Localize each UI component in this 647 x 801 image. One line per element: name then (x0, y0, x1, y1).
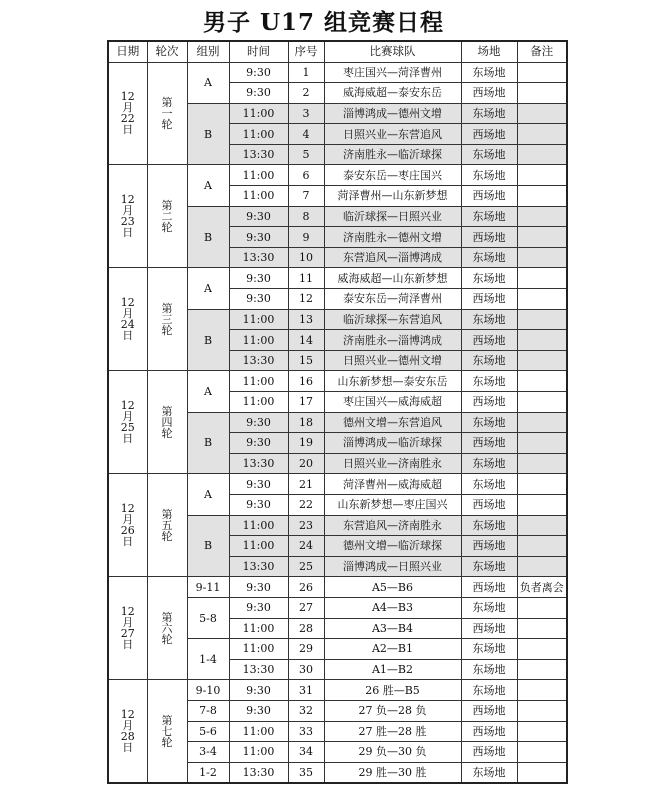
time-cell: 11:00 (229, 515, 288, 536)
match-number-cell: 14 (288, 330, 324, 351)
match-number-cell: 35 (288, 762, 324, 783)
note-cell (517, 680, 567, 701)
teams-cell: 德州文增—东营追风 (324, 412, 461, 433)
note-cell (517, 268, 567, 289)
group-cell: 9-10 (187, 680, 229, 701)
teams-cell: A2—B1 (324, 639, 461, 660)
time-cell: 9:30 (229, 412, 288, 433)
teams-cell: 临沂球探—日照兴业 (324, 206, 461, 227)
venue-cell: 东场地 (461, 268, 517, 289)
note-cell (517, 556, 567, 577)
venue-cell: 东场地 (461, 762, 517, 783)
note-cell (517, 494, 567, 515)
time-cell: 13:30 (229, 144, 288, 165)
group-cell: 5-6 (187, 721, 229, 742)
note-cell (517, 742, 567, 763)
group-cell: 1-2 (187, 762, 229, 783)
venue-cell: 西场地 (461, 618, 517, 639)
time-cell: 11:00 (229, 618, 288, 639)
venue-cell: 东场地 (461, 206, 517, 227)
venue-cell: 西场地 (461, 227, 517, 248)
teams-cell: A1—B2 (324, 659, 461, 680)
round-part: 第 (161, 507, 173, 521)
teams-cell: 29 负—30 负 (324, 742, 461, 763)
time-cell: 11:00 (229, 309, 288, 330)
header-round: 轮次 (147, 41, 187, 62)
group-cell: B (187, 206, 229, 268)
match-number-cell: 20 (288, 453, 324, 474)
teams-cell: 26 胜—B5 (324, 680, 461, 701)
time-cell: 9:30 (229, 474, 288, 495)
time-cell: 9:30 (229, 680, 288, 701)
match-number-cell: 4 (288, 124, 324, 145)
date-part: 12 (120, 296, 135, 310)
venue-cell: 东场地 (461, 350, 517, 371)
time-cell: 11:00 (229, 371, 288, 392)
time-cell: 9:30 (229, 597, 288, 618)
venue-cell: 西场地 (461, 700, 517, 721)
note-cell (517, 453, 567, 474)
schedule-table (107, 40, 568, 784)
time-cell: 11:00 (229, 639, 288, 660)
time-cell: 11:00 (229, 330, 288, 351)
teams-cell: 东营追风—淄博鸿成 (324, 247, 461, 268)
time-cell: 13:30 (229, 247, 288, 268)
match-number-cell: 25 (288, 556, 324, 577)
teams-cell: 菏泽曹州—山东新梦想 (324, 186, 461, 207)
time-cell: 9:30 (229, 62, 288, 83)
group-cell: 1-4 (187, 639, 229, 680)
date-part: 月 (122, 410, 134, 424)
venue-cell: 东场地 (461, 165, 517, 186)
match-number-cell: 30 (288, 659, 324, 680)
teams-cell: 威海威超—山东新梦想 (324, 268, 461, 289)
group-cell: A (187, 165, 229, 206)
teams-cell: A5—B6 (324, 577, 461, 598)
note-cell (517, 186, 567, 207)
date-part: 日 (122, 432, 134, 446)
note-cell (517, 536, 567, 557)
note-cell (517, 433, 567, 454)
date-part: 日 (122, 741, 134, 755)
teams-cell: 日照兴业—德州文增 (324, 350, 461, 371)
teams-cell: 日照兴业—济南胜永 (324, 453, 461, 474)
teams-cell: 菏泽曹州—威海威超 (324, 474, 461, 495)
date-cell (108, 268, 147, 371)
group-cell: 3-4 (187, 742, 229, 763)
date-part: 12 (120, 193, 135, 207)
match-number-cell: 2 (288, 83, 324, 104)
round-part: 第 (161, 95, 173, 109)
teams-cell: 山东新梦想—泰安东岳 (324, 371, 461, 392)
venue-cell: 西场地 (461, 494, 517, 515)
round-part: 二 (161, 209, 173, 223)
date-part: 月 (122, 719, 134, 733)
note-cell (517, 62, 567, 83)
venue-cell: 东场地 (461, 639, 517, 660)
group-cell: A (187, 62, 229, 103)
venue-cell: 东场地 (461, 62, 517, 83)
match-row (108, 474, 567, 495)
date-part: 日 (122, 329, 134, 343)
venue-cell: 西场地 (461, 433, 517, 454)
group-cell: B (187, 515, 229, 577)
match-number-cell: 11 (288, 268, 324, 289)
match-number-cell: 9 (288, 227, 324, 248)
teams-cell: 临沂球探—东营追风 (324, 309, 461, 330)
round-part: 轮 (161, 632, 173, 646)
header-row (108, 41, 567, 62)
note-cell (517, 597, 567, 618)
page-title: 男子 U17 组竞赛日程 (202, 9, 445, 36)
teams-cell: 济南胜永—临沂球探 (324, 144, 461, 165)
match-number-cell: 7 (288, 186, 324, 207)
venue-cell: 东场地 (461, 659, 517, 680)
date-part: 25 (120, 421, 135, 435)
date-part: 日 (122, 638, 134, 652)
note-cell (517, 515, 567, 536)
time-cell: 11:00 (229, 124, 288, 145)
header-time: 时间 (229, 41, 288, 62)
venue-cell: 东场地 (461, 144, 517, 165)
time-cell: 9:30 (229, 577, 288, 598)
match-row (108, 680, 567, 701)
round-part: 四 (161, 415, 173, 429)
teams-cell: 威海威超—泰安东岳 (324, 83, 461, 104)
round-part: 五 (161, 518, 173, 532)
venue-cell: 东场地 (461, 103, 517, 124)
round-cell (147, 268, 187, 371)
match-row (108, 371, 567, 392)
round-cell (147, 577, 187, 680)
teams-cell: A3—B4 (324, 618, 461, 639)
time-cell: 9:30 (229, 83, 288, 104)
round-part: 第 (161, 198, 173, 212)
round-part: 六 (161, 621, 173, 635)
venue-cell: 西场地 (461, 577, 517, 598)
date-cell (108, 680, 147, 783)
note-cell (517, 165, 567, 186)
match-number-cell: 8 (288, 206, 324, 227)
group-cell: 5-8 (187, 597, 229, 638)
date-part: 23 (120, 215, 135, 229)
note-cell (517, 289, 567, 310)
note-cell (517, 144, 567, 165)
date-cell (108, 577, 147, 680)
match-number-cell: 1 (288, 62, 324, 83)
note-cell (517, 103, 567, 124)
date-part: 12 (120, 502, 135, 516)
time-cell: 13:30 (229, 762, 288, 783)
time-cell: 11:00 (229, 721, 288, 742)
note-cell (517, 206, 567, 227)
match-number-cell: 16 (288, 371, 324, 392)
date-cell (108, 474, 147, 577)
time-cell: 9:30 (229, 227, 288, 248)
round-part: 七 (161, 724, 173, 738)
venue-cell: 东场地 (461, 453, 517, 474)
round-cell (147, 62, 187, 165)
round-part: 第 (161, 713, 173, 727)
teams-cell: 枣庄国兴—威海威超 (324, 392, 461, 413)
venue-cell: 东场地 (461, 247, 517, 268)
venue-cell: 西场地 (461, 186, 517, 207)
note-cell (517, 474, 567, 495)
teams-cell: 山东新梦想—枣庄国兴 (324, 494, 461, 515)
time-cell: 11:00 (229, 536, 288, 557)
round-part: 三 (161, 312, 173, 326)
round-part: 轮 (161, 735, 173, 749)
match-number-cell: 15 (288, 350, 324, 371)
teams-cell: 27 负—28 负 (324, 700, 461, 721)
match-number-cell: 32 (288, 700, 324, 721)
venue-cell: 东场地 (461, 515, 517, 536)
date-part: 12 (120, 708, 135, 722)
group-cell: 9-11 (187, 577, 229, 598)
date-part: 27 (120, 627, 135, 641)
header-teams: 比赛球队 (324, 41, 461, 62)
match-row (108, 268, 567, 289)
match-number-cell: 28 (288, 618, 324, 639)
venue-cell: 东场地 (461, 474, 517, 495)
note-cell (517, 330, 567, 351)
date-part: 月 (122, 513, 134, 527)
match-number-cell: 13 (288, 309, 324, 330)
time-cell: 9:30 (229, 494, 288, 515)
note-cell (517, 371, 567, 392)
note-cell (517, 124, 567, 145)
date-part: 28 (120, 730, 135, 744)
teams-cell: 29 胜—30 胜 (324, 762, 461, 783)
note-cell (517, 412, 567, 433)
teams-cell: 德州文增—临沂球探 (324, 536, 461, 557)
time-cell: 11:00 (229, 742, 288, 763)
venue-cell: 西场地 (461, 289, 517, 310)
round-part: 轮 (161, 117, 173, 131)
match-row (108, 577, 567, 598)
venue-cell: 西场地 (461, 83, 517, 104)
group-cell: A (187, 371, 229, 412)
header-group: 组别 (187, 41, 229, 62)
round-part: 轮 (161, 529, 173, 543)
teams-cell: 济南胜永—淄博鸿成 (324, 330, 461, 351)
date-part: 24 (120, 318, 135, 332)
venue-cell: 东场地 (461, 309, 517, 330)
time-cell: 9:30 (229, 289, 288, 310)
round-part: 轮 (161, 323, 173, 337)
match-number-cell: 12 (288, 289, 324, 310)
note-cell (517, 350, 567, 371)
date-part: 日 (122, 535, 134, 549)
note-cell (517, 659, 567, 680)
time-cell: 9:30 (229, 268, 288, 289)
group-cell: B (187, 412, 229, 474)
date-part: 12 (120, 399, 135, 413)
venue-cell: 西场地 (461, 721, 517, 742)
venue-cell: 东场地 (461, 597, 517, 618)
time-cell: 13:30 (229, 659, 288, 680)
header-note: 备注 (517, 41, 567, 62)
round-part: 一 (161, 106, 173, 120)
round-part: 第 (161, 301, 173, 315)
date-part: 12 (120, 90, 135, 104)
match-row (108, 165, 567, 186)
note-cell (517, 392, 567, 413)
match-number-cell: 26 (288, 577, 324, 598)
time-cell: 9:30 (229, 433, 288, 454)
teams-cell: A4—B3 (324, 597, 461, 618)
note-cell (517, 247, 567, 268)
teams-cell: 泰安东岳—枣庄国兴 (324, 165, 461, 186)
match-row (108, 62, 567, 83)
time-cell: 9:30 (229, 700, 288, 721)
date-cell (108, 165, 147, 268)
note-cell (517, 639, 567, 660)
note-cell (517, 721, 567, 742)
match-number-cell: 31 (288, 680, 324, 701)
date-part: 日 (122, 226, 134, 240)
teams-cell: 27 胜—28 胜 (324, 721, 461, 742)
date-part: 26 (120, 524, 135, 538)
match-number-cell: 34 (288, 742, 324, 763)
time-cell: 11:00 (229, 165, 288, 186)
round-part: 轮 (161, 426, 173, 440)
round-cell (147, 165, 187, 268)
match-number-cell: 21 (288, 474, 324, 495)
match-number-cell: 18 (288, 412, 324, 433)
round-part: 第 (161, 404, 173, 418)
time-cell: 11:00 (229, 186, 288, 207)
date-part: 日 (122, 123, 134, 137)
venue-cell: 东场地 (461, 680, 517, 701)
note-cell (517, 700, 567, 721)
date-part: 月 (122, 307, 134, 321)
teams-cell: 淄博鸿成—临沂球探 (324, 433, 461, 454)
match-number-cell: 29 (288, 639, 324, 660)
venue-cell: 西场地 (461, 124, 517, 145)
round-part: 轮 (161, 220, 173, 234)
round-cell (147, 680, 187, 783)
time-cell: 11:00 (229, 103, 288, 124)
match-number-cell: 6 (288, 165, 324, 186)
venue-cell: 西场地 (461, 742, 517, 763)
match-number-cell: 3 (288, 103, 324, 124)
note-cell (517, 227, 567, 248)
teams-cell: 济南胜永—德州文增 (324, 227, 461, 248)
note-cell (517, 309, 567, 330)
date-part: 月 (122, 101, 134, 115)
teams-cell: 淄博鸿成—德州文增 (324, 103, 461, 124)
match-number-cell: 17 (288, 392, 324, 413)
match-number-cell: 10 (288, 247, 324, 268)
group-cell: A (187, 268, 229, 309)
match-number-cell: 5 (288, 144, 324, 165)
note-cell (517, 83, 567, 104)
teams-cell: 东营追风—济南胜永 (324, 515, 461, 536)
venue-cell: 东场地 (461, 556, 517, 577)
note-cell (517, 618, 567, 639)
group-cell: 7-8 (187, 700, 229, 721)
match-number-cell: 27 (288, 597, 324, 618)
match-number-cell: 23 (288, 515, 324, 536)
header-date: 日期 (108, 41, 147, 62)
date-cell (108, 62, 147, 165)
header-venue: 场地 (461, 41, 517, 62)
teams-cell: 泰安东岳—菏泽曹州 (324, 289, 461, 310)
date-cell (108, 371, 147, 474)
header-number: 序号 (288, 41, 324, 62)
group-cell: B (187, 309, 229, 371)
venue-cell: 西场地 (461, 330, 517, 351)
time-cell: 13:30 (229, 556, 288, 577)
date-part: 月 (122, 616, 134, 630)
teams-cell: 日照兴业—东营追风 (324, 124, 461, 145)
date-part: 22 (120, 112, 135, 126)
time-cell: 9:30 (229, 206, 288, 227)
time-cell: 13:30 (229, 453, 288, 474)
time-cell: 11:00 (229, 392, 288, 413)
round-cell (147, 371, 187, 474)
group-cell: A (187, 474, 229, 515)
venue-cell: 东场地 (461, 412, 517, 433)
match-number-cell: 24 (288, 536, 324, 557)
round-part: 第 (161, 610, 173, 624)
venue-cell: 东场地 (461, 371, 517, 392)
note-cell: 负者离会 (517, 577, 567, 598)
date-part: 12 (120, 605, 135, 619)
round-cell (147, 474, 187, 577)
group-cell: B (187, 103, 229, 165)
time-cell: 13:30 (229, 350, 288, 371)
venue-cell: 西场地 (461, 536, 517, 557)
match-number-cell: 22 (288, 494, 324, 515)
date-part: 月 (122, 204, 134, 218)
venue-cell: 西场地 (461, 392, 517, 413)
teams-cell: 淄博鸿成—日照兴业 (324, 556, 461, 577)
note-cell (517, 762, 567, 783)
match-number-cell: 19 (288, 433, 324, 454)
teams-cell: 枣庄国兴—菏泽曹州 (324, 62, 461, 83)
match-number-cell: 33 (288, 721, 324, 742)
